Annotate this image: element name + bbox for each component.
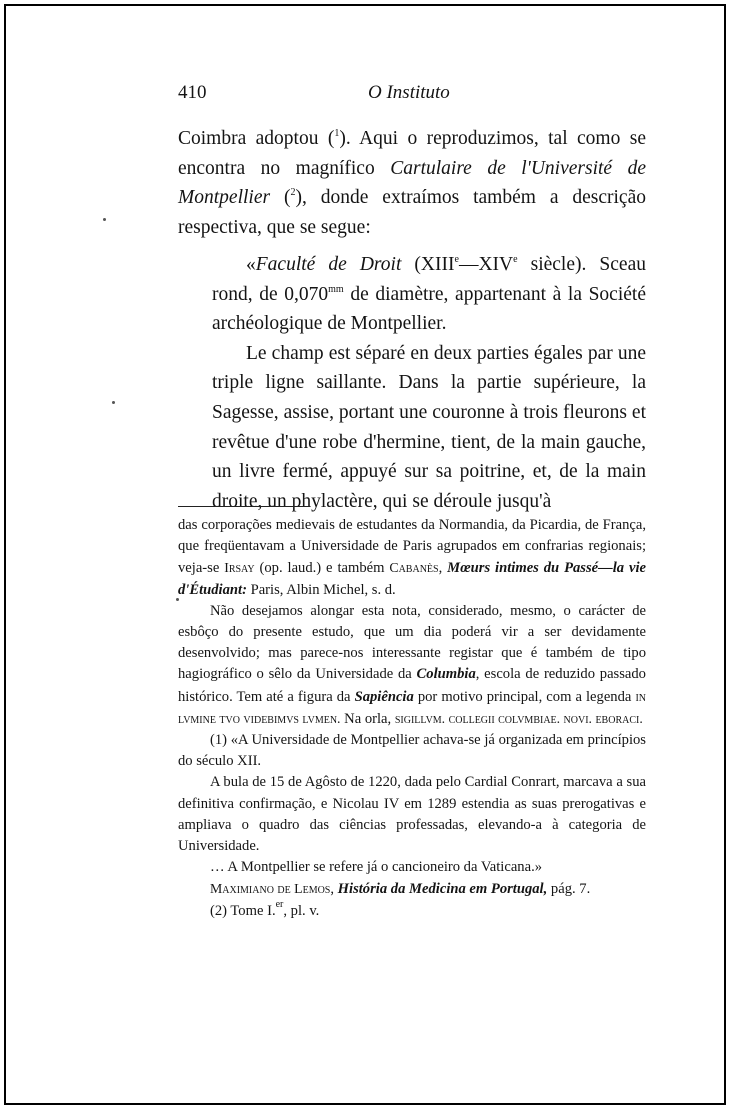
footnote-ref-2: 2: [290, 187, 296, 199]
text-run: ). Aqui o reproduzimos, tal como se encontra no magnífico: [178, 128, 646, 179]
emphasis: Columbia: [416, 666, 476, 683]
paper-speck: [103, 218, 106, 221]
author-name: Irsay: [224, 560, 255, 576]
seal-border-text: sigillvm. collegii colvmbiae. novi. eboraci.: [394, 710, 643, 726]
book-title: História da Medicina em Portugal,: [337, 881, 548, 898]
text-run: Na orla,: [340, 710, 395, 727]
footnote-2: [178, 898, 646, 922]
quote-paragraph-1: [212, 250, 646, 339]
text-run: ,: [438, 560, 448, 577]
book-title: Mœurs intimes du Passé—la vie d'Étudiant:: [178, 560, 646, 598]
footnote-1: [178, 730, 646, 772]
text-run: , pl. v.: [283, 902, 320, 919]
intro-paragraph: [178, 124, 646, 242]
footnote-paragraph-columbia: [178, 601, 646, 730]
author-name: Cabanès: [389, 560, 439, 576]
seal-legend: in lvmine tvo videbimvs lvmen.: [178, 688, 646, 726]
footnote-1-vaticana: … A Montpellier se refere já o cancioneiro da Vaticana.»: [210, 859, 543, 876]
text-run: ,: [330, 881, 338, 898]
superscript: mm: [328, 283, 344, 295]
text-run: das corporações medievais de estudantes da Normandia, da Picardia, de França, que freqüentavam a Universidade de Paris agrupados em confrarias regionais; veja-se: [178, 517, 646, 577]
text-run: siècle). Sceau rond, de 0,070: [212, 254, 646, 305]
text-run: «A Universidade de Montpellier achava-se já organizada em princípios do século XII.: [178, 732, 646, 770]
text-run: Tome I.: [227, 902, 276, 919]
text-run: de diamètre, appartenant à la Société archéologique de Montpellier.: [212, 283, 646, 335]
paper-speck: [112, 401, 115, 404]
footnote-continuation: [178, 515, 646, 601]
text-run: (XIII: [401, 254, 455, 275]
text-run: Não desejamos alongar esta nota, considerado, mesmo, o carácter de esbôço do presente estudo, que um dia poderá vir a ser devidamente desenvolvido; mas parece-nos interessante registar que é também de tipo hagiográfico o sêlo da Universidade da: [178, 602, 646, 683]
footnotes: [178, 515, 646, 922]
cartulaire-title: Cartulaire de l'Université de Montpellier: [178, 157, 646, 209]
book-page: [4, 4, 726, 1105]
text-run: , escola de reduzido passado histórico. Tem até a figura da: [178, 666, 646, 705]
running-title: O Instituto: [368, 82, 450, 103]
footnote-rule: [178, 506, 308, 507]
page-number: 410: [178, 82, 207, 103]
text-run: Coimbra adoptou (: [178, 128, 335, 149]
author-name: Maximiano de Lemos: [210, 881, 331, 897]
running-header: [178, 82, 646, 104]
text-run: —XIV: [458, 254, 514, 275]
paper-speck: [176, 598, 179, 601]
footnote-marker: (1): [210, 732, 228, 749]
text-run: (op. laud.) e também: [254, 560, 390, 577]
superscript: e: [454, 254, 459, 265]
footnote-ref-1: 1: [334, 128, 340, 139]
text-run: por motivo principal, com a legenda: [413, 688, 636, 705]
main-text: [178, 124, 646, 242]
emphasis: Sapiência: [354, 688, 414, 705]
footnote-1-bula: A bula de 15 de Agôsto de 1220, dada pelo Cardial Conrart, marcava a sua definitiva confirmação, e Nicolau IV em 1289 estendia as suas prerogativas e ampliava o quadro das ciências professadas, elevando-a à categoria de Universidade.: [178, 774, 646, 855]
seal-description-quote: [212, 250, 646, 516]
quote-paragraph-2: Le champ est séparé en deux parties égales par une triple ligne saillante. Dans la partie supérieure, la Sagesse, assise, portant une couronne à trois fleurons et revêtue d'une robe d'hermine, tient, de la main gauche, un livre fermé, appuyé sur sa poitrine, et, de la main droite, un phylactère, qui se déroule jusqu'à: [212, 342, 646, 512]
text-run: (: [270, 187, 291, 209]
text-run: ), donde extraímos também a descrição respectiva, que se segue:: [178, 187, 646, 238]
footnote-marker: (2): [210, 902, 228, 919]
text-run: Paris, Albin Michel, s. d.: [246, 581, 396, 598]
footnote-1-citation: [178, 878, 646, 900]
superscript: er: [275, 898, 284, 910]
faculte-title: Faculté de Droit: [255, 254, 402, 275]
superscript: e: [513, 254, 518, 265]
text-run: pág. 7.: [547, 881, 591, 898]
quote-mark: «: [246, 254, 256, 275]
